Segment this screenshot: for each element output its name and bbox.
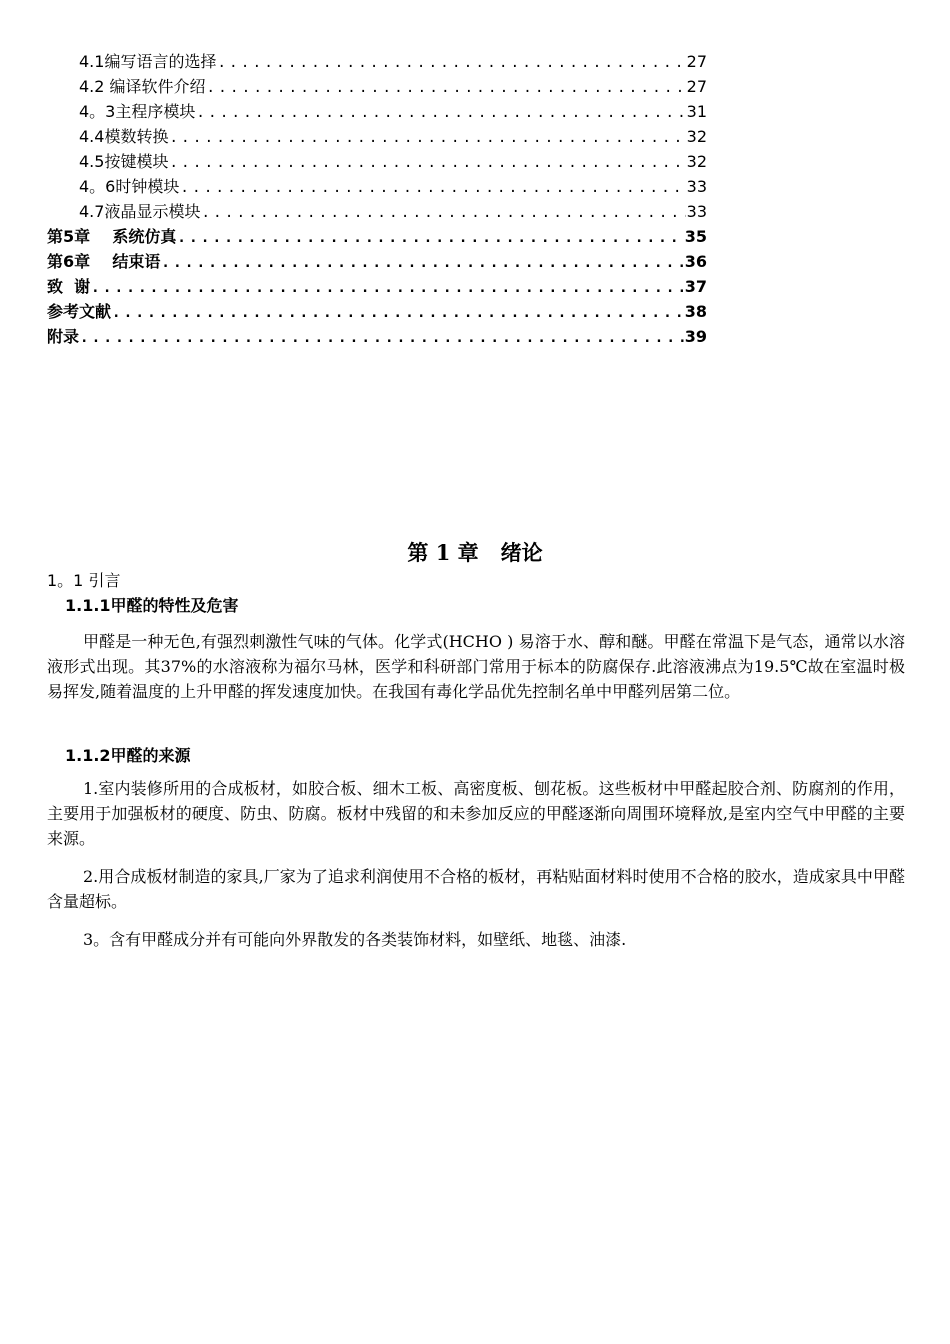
toc-entry-title: 4.1编写语言的选择 xyxy=(79,52,217,71)
toc-leader-dots xyxy=(217,53,685,73)
toc-page-number: 33 xyxy=(686,202,707,221)
toc-entry-title: 第6章 结束语 xyxy=(47,252,161,271)
body-paragraph: 2.用合成板材制造的家具,厂家为了追求利润使用不合格的板材，再粘贴面材料时使用不合格的胶水，造成家具中甲醛含量超标。 xyxy=(47,867,905,911)
toc-page-number: 27 xyxy=(686,77,707,96)
toc-page-number: 32 xyxy=(686,152,707,171)
toc-entry-chapter[interactable] xyxy=(47,327,707,352)
table-of-contents xyxy=(47,52,707,352)
section-heading: 1。1 引言 xyxy=(47,571,121,590)
toc-page-number: 35 xyxy=(684,227,707,246)
toc-entry[interactable] xyxy=(47,102,707,127)
toc-entry-chapter[interactable] xyxy=(47,252,707,277)
toc-entry[interactable] xyxy=(47,77,707,102)
toc-leader-dots xyxy=(169,128,685,148)
toc-page-number: 31 xyxy=(686,102,707,121)
toc-entry-title: 4.7液晶显示模块 xyxy=(79,202,201,221)
toc-leader-dots xyxy=(196,103,685,123)
toc-entry-title: 4。3主程序模块 xyxy=(79,102,196,121)
toc-entry-title: 4。6时钟模块 xyxy=(79,177,180,196)
toc-entry-chapter[interactable] xyxy=(47,227,707,252)
toc-entry-title: 附录 xyxy=(47,327,80,346)
toc-page-number: 37 xyxy=(684,277,707,296)
toc-entry[interactable] xyxy=(47,127,707,152)
toc-page-number: 39 xyxy=(684,327,707,346)
toc-entry-title: 4.2 编译软件介绍 xyxy=(79,77,206,96)
toc-leader-dots xyxy=(207,78,686,98)
toc-entry-title: 4.4模数转换 xyxy=(79,127,169,146)
toc-leader-dots xyxy=(112,303,684,323)
toc-leader-dots xyxy=(80,328,684,348)
toc-leader-dots xyxy=(201,203,685,223)
toc-entry-title: 致 谢 xyxy=(47,277,91,296)
toc-entry-chapter[interactable] xyxy=(47,277,707,302)
toc-page-number: 32 xyxy=(686,127,707,146)
toc-page-number: 36 xyxy=(684,252,707,271)
toc-leader-dots xyxy=(161,253,683,273)
toc-leader-dots xyxy=(91,278,684,298)
toc-page-number: 27 xyxy=(686,52,707,71)
toc-leader-dots xyxy=(180,178,685,198)
toc-entry[interactable] xyxy=(47,152,707,177)
toc-entry-title: 4.5按键模块 xyxy=(79,152,169,171)
toc-leader-dots xyxy=(177,228,683,248)
subsection-heading: 1.1.2甲醛的来源 xyxy=(65,746,191,765)
toc-entry[interactable] xyxy=(47,202,707,227)
subsection-heading: 1.1.1甲醛的特性及危害 xyxy=(65,596,239,615)
body-paragraph: 甲醛是一种无色,有强烈刺激性气味的气体。化学式(HCHO ) 易溶于水、醇和醚。甲醛在常温下是气态，通常以水溶液形式出现。其37%的水溶液称为福尔马林，医学和科研部门常用于标本的防腐保存.此溶液沸点为19.5℃故在室温时极易挥发,随着温度的上升甲醛的挥发速度加快。在我国有毒化学品优先控制名单中甲醛列居第二位。 xyxy=(47,632,905,701)
toc-page-number: 38 xyxy=(684,302,707,321)
toc-entry[interactable] xyxy=(47,177,707,202)
toc-leader-dots xyxy=(169,153,685,173)
body-paragraph: 1.室内装修所用的合成板材，如胶合板、细木工板、高密度板、刨花板。这些板材中甲醛起胶合剂、防腐剂的作用，主要用于加强板材的硬度、防虫、防腐。板材中残留的和未参加反应的甲醛逐渐向周围环境释放,是室内空气中甲醛的主要来源。 xyxy=(47,779,905,848)
body-paragraph: 3。含有甲醛成分并有可能向外界散发的各类装饰材料，如壁纸、地毯、油漆. xyxy=(83,930,627,949)
chapter-title: 第 1 章 绪论 xyxy=(407,540,543,565)
toc-entry-chapter[interactable] xyxy=(47,302,707,327)
toc-entry[interactable] xyxy=(47,52,707,77)
toc-entry-title: 参考文献 xyxy=(47,302,112,321)
toc-page-number: 33 xyxy=(686,177,707,196)
toc-entry-title: 第5章 系统仿真 xyxy=(47,227,177,246)
